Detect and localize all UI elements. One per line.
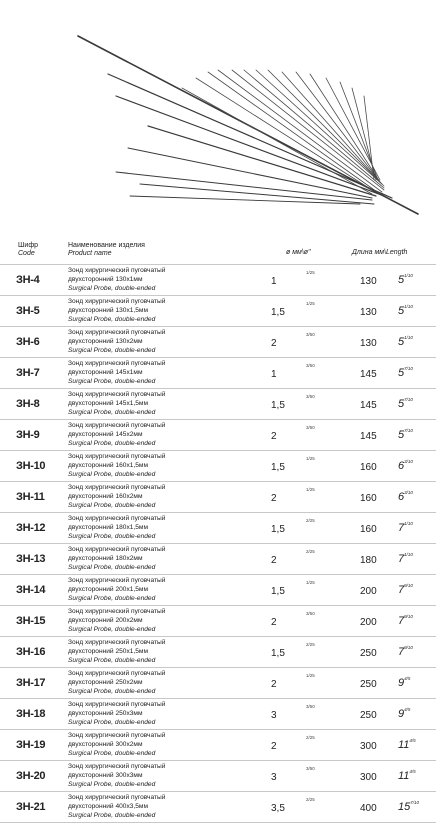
product-name	[68, 359, 268, 387]
product-name-en: Surgical Probe, double-ended	[68, 347, 156, 355]
product-name-ru-line1: Зонд хирургический пуговчатый	[68, 422, 166, 429]
length-inch-fraction: 7/10	[404, 397, 413, 402]
length-mm: 200	[360, 586, 377, 597]
product-code: ЗН-11	[16, 491, 45, 503]
product-name-ru-line1: Зонд хирургический пуговчатый	[68, 515, 166, 522]
table-row	[0, 451, 436, 482]
length-inch	[398, 459, 413, 472]
length-inch	[398, 335, 413, 348]
product-name-en: Surgical Probe, double-ended	[68, 719, 156, 727]
product-name-ru-line2: двухсторонний 250х2мм	[68, 679, 143, 687]
length-inch-whole: 7	[398, 553, 405, 565]
length-inch-whole: 6	[398, 460, 405, 472]
length-inch-fraction: 1/10	[404, 521, 413, 526]
product-name-ru-line2: двухсторонний 180х2мм	[68, 555, 143, 563]
product-name	[68, 669, 268, 697]
length-inch-fraction: 7/10	[410, 800, 420, 805]
diameter-mm: 1,5	[271, 462, 285, 473]
table-row	[0, 668, 436, 699]
length-inch	[398, 645, 413, 658]
length-inch	[398, 366, 413, 379]
product-code: ЗН-15	[16, 615, 46, 627]
table-row	[0, 606, 436, 637]
table-row	[0, 420, 436, 451]
product-name-ru-line2: двухсторонний 250х3мм	[68, 710, 143, 718]
product-code: ЗН-20	[16, 770, 46, 782]
diameter-mm: 1,5	[271, 648, 285, 659]
length-inch-fraction: 9/10	[404, 583, 413, 588]
diameter-inch: 1/25	[306, 270, 315, 275]
product-name-en: Surgical Probe, double-ended	[68, 812, 156, 820]
product-name-ru-line1: Зонд хирургический пуговчатый	[68, 732, 166, 739]
length-inch	[398, 397, 413, 410]
length-mm: 250	[360, 648, 377, 659]
diameter-inch: 2/25	[306, 642, 315, 647]
product-name	[68, 576, 268, 604]
length-mm: 250	[360, 679, 377, 690]
length-inch-whole: 9	[398, 708, 405, 720]
product-code: ЗН-21	[16, 801, 46, 813]
product-name-ru-line2: двухсторонний 145х1,5мм	[68, 400, 148, 408]
diameter-mm: 2	[271, 741, 277, 752]
product-name-ru-line1: Зонд хирургический пуговчатый	[68, 701, 166, 708]
diameter-mm: 1	[271, 369, 277, 380]
product-name-ru-line1: Зонд хирургический пуговчатый	[68, 360, 166, 367]
length-inch-whole: 5	[398, 274, 405, 286]
product-code: ЗН-9	[16, 429, 40, 441]
probe-line	[108, 74, 392, 198]
product-name	[68, 514, 268, 542]
probe-line	[196, 78, 372, 190]
length-inch-whole: 7	[398, 584, 405, 596]
table-body	[0, 265, 436, 823]
length-inch	[398, 769, 416, 782]
length-inch	[398, 676, 410, 689]
product-name-en: Surgical Probe, double-ended	[68, 285, 156, 293]
diameter-mm: 3	[271, 772, 277, 783]
diameter-inch: 1/25	[306, 487, 315, 492]
product-name-en: Surgical Probe, double-ended	[68, 657, 156, 665]
diameter-mm: 2	[271, 431, 277, 442]
length-mm: 200	[360, 617, 377, 628]
product-name-ru-line1: Зонд хирургический пуговчатый	[68, 329, 166, 336]
diameter-mm: 2	[271, 493, 277, 504]
table-row	[0, 265, 436, 296]
probe-line	[116, 172, 372, 200]
length-mm: 145	[360, 400, 377, 411]
product-name-en: Surgical Probe, double-ended	[68, 440, 156, 448]
product-name-ru-line2: двухсторонний 160х1,5мм	[68, 462, 148, 470]
length-inch	[398, 707, 410, 720]
length-mm: 130	[360, 276, 377, 287]
diameter-inch: 2/25	[306, 797, 315, 802]
product-code: ЗН-16	[16, 646, 46, 658]
length-inch-fraction: 9/10	[404, 645, 413, 650]
probe-line	[218, 70, 382, 192]
length-inch	[398, 614, 413, 627]
product-name-en: Surgical Probe, double-ended	[68, 688, 156, 696]
table-row	[0, 699, 436, 730]
product-name-en: Surgical Probe, double-ended	[68, 750, 156, 758]
product-name-en: Surgical Probe, double-ended	[68, 378, 156, 386]
probe-line	[208, 72, 380, 194]
product-name-en: Surgical Probe, double-ended	[68, 564, 156, 572]
diameter-inch: 1/25	[306, 301, 315, 306]
product-code: ЗН-10	[16, 460, 46, 472]
length-inch-whole: 5	[398, 398, 405, 410]
product-name-ru-line1: Зонд хирургический пуговчатый	[68, 298, 166, 305]
product-name-ru-line2: двухсторонний 160х2мм	[68, 493, 143, 501]
length-inch-fraction: 7/10	[404, 366, 413, 371]
product-name	[68, 638, 268, 666]
length-inch	[398, 583, 413, 596]
diameter-mm: 3	[271, 710, 277, 721]
diameter-inch: 3/50	[306, 766, 315, 771]
length-inch-whole: 15	[398, 801, 411, 813]
header-name-en: Product name	[68, 250, 112, 257]
length-inch-whole: 6	[398, 491, 405, 503]
diameter-inch: 3/50	[306, 394, 315, 399]
length-inch	[398, 738, 416, 751]
product-name	[68, 297, 268, 325]
length-inch-fraction: 1/10	[404, 304, 413, 309]
table-row	[0, 575, 436, 606]
product-name-ru-line1: Зонд хирургический пуговчатый	[68, 577, 166, 584]
diameter-inch: 3/50	[306, 332, 315, 337]
probes-illustration	[0, 0, 436, 236]
length-inch-fraction: 4/5	[404, 707, 411, 712]
product-name-ru-line2: двухсторонний 145х2мм	[68, 431, 143, 439]
product-name-ru-line1: Зонд хирургический пуговчатый	[68, 453, 166, 460]
length-inch-fraction: 1/10	[404, 335, 413, 340]
length-mm: 130	[360, 338, 377, 349]
product-name-ru-line2: двухсторонний 180х1,5мм	[68, 524, 148, 532]
length-mm: 130	[360, 307, 377, 318]
diameter-mm: 1,5	[271, 307, 285, 318]
product-name-ru-line1: Зонд хирургический пуговчатый	[68, 794, 166, 801]
product-name-ru-line2: двухсторонний 200х1,5мм	[68, 586, 148, 594]
product-name	[68, 390, 268, 418]
product-name-ru-line1: Зонд хирургический пуговчатый	[68, 391, 166, 398]
product-name-en: Surgical Probe, double-ended	[68, 471, 156, 479]
table-row	[0, 358, 436, 389]
length-mm: 145	[360, 431, 377, 442]
diameter-mm: 1,5	[271, 400, 285, 411]
product-name-en: Surgical Probe, double-ended	[68, 781, 156, 789]
product-name-en: Surgical Probe, double-ended	[68, 502, 156, 510]
header-name-ru: Наименование изделия	[68, 242, 145, 249]
length-mm: 160	[360, 524, 377, 535]
product-name-ru-line2: двухсторонний 130х1мм	[68, 276, 143, 284]
product-name-en: Surgical Probe, double-ended	[68, 626, 156, 634]
product-code: ЗН-4	[16, 274, 40, 286]
length-inch	[398, 521, 413, 534]
diameter-mm: 3,5	[271, 803, 285, 814]
product-code: ЗН-18	[16, 708, 46, 720]
length-mm: 160	[360, 462, 377, 473]
length-inch-fraction: 1/10	[404, 552, 413, 557]
product-name	[68, 545, 268, 573]
diameter-inch: 1/25	[306, 456, 315, 461]
diameter-mm: 1	[271, 276, 277, 287]
table-row	[0, 637, 436, 668]
length-mm: 300	[360, 741, 377, 752]
product-name	[68, 452, 268, 480]
product-name	[68, 762, 268, 790]
product-name-en: Surgical Probe, double-ended	[68, 316, 156, 324]
header-code-en: Code	[18, 250, 35, 257]
product-name-ru-line2: двухсторонний 130х2мм	[68, 338, 143, 346]
product-table	[0, 238, 436, 823]
product-name	[68, 793, 268, 821]
table-row	[0, 482, 436, 513]
product-name	[68, 421, 268, 449]
product-code: ЗН-7	[16, 367, 40, 379]
length-inch-fraction: 4/5	[409, 738, 416, 743]
table-row	[0, 792, 436, 823]
diameter-mm: 2	[271, 617, 277, 628]
length-inch-whole: 5	[398, 336, 405, 348]
diameter-mm: 2	[271, 555, 277, 566]
product-code: ЗН-13	[16, 553, 46, 565]
diameter-inch: 1/25	[306, 673, 315, 678]
length-inch-whole: 5	[398, 429, 405, 441]
product-name-ru-line1: Зонд хирургический пуговчатый	[68, 484, 166, 491]
product-name-ru-line1: Зонд хирургический пуговчатый	[68, 267, 166, 274]
length-inch-whole: 9	[398, 677, 405, 689]
product-name-en: Surgical Probe, double-ended	[68, 533, 156, 541]
product-code: ЗН-6	[16, 336, 40, 348]
length-inch-fraction: 9/10	[404, 614, 413, 619]
probe-line	[282, 72, 380, 182]
product-code: ЗН-17	[16, 677, 46, 689]
product-code: ЗН-19	[16, 739, 46, 751]
product-name-ru-line1: Зонд хирургический пуговчатый	[68, 608, 166, 615]
product-name-en: Surgical Probe, double-ended	[68, 409, 156, 417]
product-name	[68, 266, 268, 294]
length-inch	[398, 273, 413, 286]
diameter-inch: 2/25	[306, 518, 315, 523]
product-name-ru-line1: Зонд хирургический пуговчатый	[68, 763, 166, 770]
table-header	[0, 238, 436, 265]
product-name-ru-line1: Зонд хирургический пуговчатый	[68, 670, 166, 677]
table-row	[0, 327, 436, 358]
product-code: ЗН-8	[16, 398, 40, 410]
product-name-ru-line2: двухсторонний 250х1,5мм	[68, 648, 148, 656]
probe-line	[148, 126, 376, 196]
product-name-ru-line1: Зонд хирургический пуговчатый	[68, 639, 166, 646]
length-inch-fraction: 4/5	[404, 676, 411, 681]
product-code: ЗН-12	[16, 522, 46, 534]
diameter-inch: 2/25	[306, 549, 315, 554]
product-name	[68, 483, 268, 511]
product-name	[68, 700, 268, 728]
product-name	[68, 731, 268, 759]
product-name-ru-line2: двухсторонний 145х1мм	[68, 369, 143, 377]
product-name-ru-line2: двухсторонний 300х2мм	[68, 741, 143, 749]
length-inch-whole: 7	[398, 522, 405, 534]
length-mm: 400	[360, 803, 377, 814]
product-name-ru-line1: Зонд хирургический пуговчатый	[68, 546, 166, 553]
length-inch	[398, 800, 419, 813]
table-row	[0, 296, 436, 327]
length-inch-whole: 5	[398, 367, 405, 379]
length-inch-fraction: 1/10	[404, 273, 413, 278]
length-inch	[398, 490, 413, 503]
table-row	[0, 389, 436, 420]
table-row	[0, 730, 436, 761]
length-inch	[398, 304, 413, 317]
header-diameter: ø мм\ø"	[286, 249, 311, 256]
length-inch	[398, 428, 413, 441]
length-inch-whole: 7	[398, 646, 405, 658]
length-inch-whole: 7	[398, 615, 405, 627]
length-mm: 145	[360, 369, 377, 380]
table-row	[0, 544, 436, 575]
product-name-ru-line2: двухсторонний 400х3,5мм	[68, 803, 148, 811]
table-row	[0, 513, 436, 544]
length-mm: 180	[360, 555, 377, 566]
length-inch-fraction: 3/10	[404, 490, 413, 495]
product-name	[68, 328, 268, 356]
header-length: Длина мм\Length	[352, 249, 408, 256]
length-mm: 300	[360, 772, 377, 783]
product-name-ru-line2: двухсторонний 300х3мм	[68, 772, 143, 780]
diameter-inch: 3/50	[306, 704, 315, 709]
diameter-inch: 3/50	[306, 425, 315, 430]
length-mm: 160	[360, 493, 377, 504]
length-inch-whole: 11	[398, 770, 410, 782]
length-inch-fraction: 3/10	[404, 459, 413, 464]
diameter-mm: 1,5	[271, 524, 285, 535]
length-mm: 250	[360, 710, 377, 721]
product-name	[68, 607, 268, 635]
product-name-en: Surgical Probe, double-ended	[68, 595, 156, 603]
length-inch-whole: 5	[398, 305, 405, 317]
length-inch-whole: 11	[398, 739, 410, 751]
diameter-inch: 3/50	[306, 611, 315, 616]
diameter-inch: 3/50	[306, 363, 315, 368]
length-inch-fraction: 4/5	[409, 769, 416, 774]
header-code-ru: Шифр	[18, 242, 38, 249]
diameter-mm: 1,5	[271, 586, 285, 597]
table-row	[0, 761, 436, 792]
length-inch-fraction: 7/10	[404, 428, 413, 433]
length-inch	[398, 552, 413, 565]
product-name-ru-line2: двухсторонний 200х2мм	[68, 617, 143, 625]
diameter-mm: 2	[271, 679, 277, 690]
diameter-mm: 2	[271, 338, 277, 349]
product-name-ru-line2: двухсторонний 130х1,5мм	[68, 307, 148, 315]
diameter-inch: 2/25	[306, 735, 315, 740]
product-code: ЗН-5	[16, 305, 40, 317]
product-code: ЗН-14	[16, 584, 46, 596]
diameter-inch: 1/25	[306, 580, 315, 585]
